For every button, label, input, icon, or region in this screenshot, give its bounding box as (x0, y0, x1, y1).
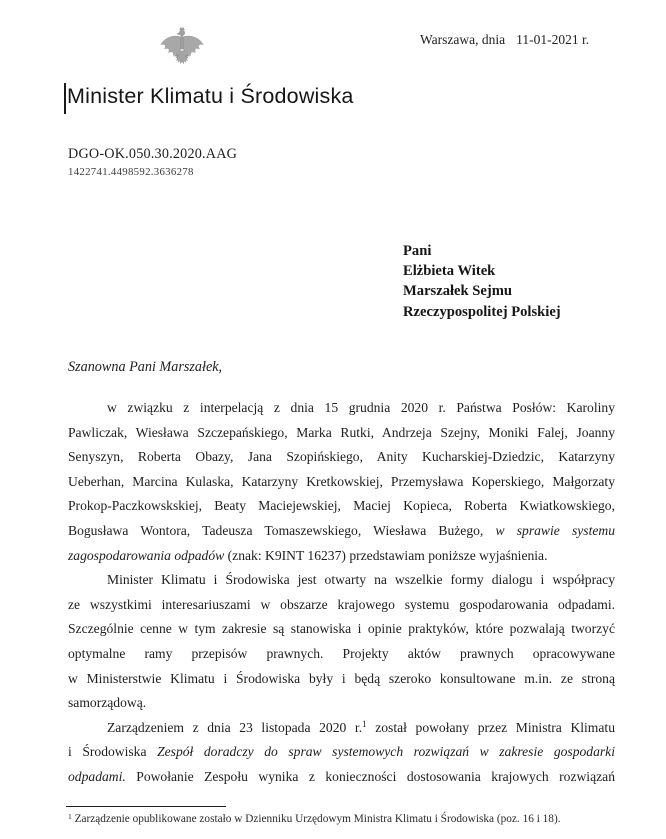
recipient-line: Rzeczypospolitej Polskiej (403, 303, 561, 320)
text-line (68, 740, 615, 765)
text-line (68, 519, 615, 544)
reference-number: DGO-OK.050.30.2020.AAG (68, 146, 238, 162)
text-run: (znak: K9INT 16237) przedstawiam poniższe wyjaśnienia. (224, 547, 548, 563)
text-line (68, 667, 615, 692)
text-line (68, 445, 615, 470)
polish-eagle-emblem-icon (156, 25, 208, 85)
text-run: w związku z interpelacją z dnia 15 grudnia 2020 r. Państwa Posłów: Karoliny (107, 400, 615, 415)
date-value: 11-01-2021 r. (516, 32, 590, 47)
text-run: zagospodarowania odpadów (68, 547, 225, 563)
paragraph (68, 568, 615, 716)
text-cursor (64, 83, 66, 114)
recipient-line: Pani (403, 243, 432, 259)
text-line (68, 421, 615, 446)
text-line (68, 568, 615, 593)
text-run: samorządową. (68, 695, 147, 711)
paragraph (68, 396, 615, 568)
text-line (68, 765, 615, 790)
text-run: Prokop-Paczkowskskiej, Beaty Maciejewskiej, Maciej Kopieca, Roberta Kwiatkowskiego, (68, 498, 615, 514)
text-run: Bogusława Wontora, Tadeusza Tomaszewskiego, Wiesława Bużego, (68, 522, 496, 538)
text-line (68, 617, 615, 642)
text-line (68, 494, 615, 519)
footnote-text: Zarządzenie opublikowane zostało w Dzienniku Urzędowym Ministra Klimatu i Środowiska (poz. 16 i 18). (74, 813, 561, 825)
place-label: Warszawa, dnia (420, 32, 506, 47)
text-run: Minister Klimatu i Środowiska jest otwarty na wszelkie formy dialogu i współpracy (107, 572, 615, 588)
salutation: Szanowna Pani Marszałek, (68, 359, 223, 375)
footnote-divider (66, 806, 226, 807)
text-run: Szczególnie cenne w tym zakresie są stanowiska i opinie praktyków, które pozwalają tworzyć (68, 621, 615, 637)
text-line (68, 691, 615, 716)
letter-body (68, 396, 615, 790)
text-run: w Ministerstwie Klimatu i Środowiska były i będą szeroko konsultowane m.in. ze stroną (68, 670, 615, 686)
text-run: Zespół doradczy do spraw systemowych rozwiązań w zakresie gospodarki (157, 744, 615, 760)
text-run: Powołanie Zespołu wynika z konieczności dostosowania krajowych rozwiązań (125, 768, 615, 784)
recipient-block (403, 241, 561, 322)
footnote-reference: 1 (362, 718, 367, 729)
text-run: Pawliczak, Wiesława Szczepańskiego, Marka Rutki, Andrzeja Szejny, Moniki Falej, Joanny (68, 424, 615, 440)
document-id-number: 1422741.4498592.3636278 (68, 166, 194, 178)
text-run: ze wszystkimi interesariuszami w obszarze krajowego systemu gospodarowania odpadami. (68, 596, 615, 612)
text-run: odpadami. (68, 768, 126, 784)
recipient-line: Marszałek Sejmu (403, 283, 513, 300)
recipient-line: Elżbieta Witek (403, 263, 496, 280)
text-line (68, 544, 615, 569)
text-run: optymalne ramy przepisów prawnych. Projekty aktów prawnych opracowywane (68, 645, 615, 661)
text-run: i Środowiska (68, 744, 158, 760)
place-and-date (420, 32, 589, 48)
text-line (68, 642, 615, 667)
footnote-marker: 1 (68, 812, 72, 821)
footnote (68, 812, 628, 826)
text-line (68, 716, 615, 741)
text-line (68, 593, 615, 618)
text-run: został powołany przez Ministra Klimatu (366, 719, 615, 735)
text-line (68, 470, 615, 495)
sender-title: Minister Klimatu i Środowiska (67, 84, 354, 108)
text-run: w sprawie systemu (495, 522, 615, 538)
text-run: Ueberhan, Marcina Kulaska, Katarzyny Kretkowskiej, Przemysława Koperskiego, Małgorzaty (68, 473, 615, 489)
paragraph (68, 716, 615, 790)
text-line (68, 396, 615, 421)
text-run: Zarządzeniem z dnia 23 listopada 2020 r. (107, 719, 363, 735)
text-run: Senyszyn, Roberta Obazy, Jana Szopińskiego, Anity Kucharskiej-Dziedzic, Katarzyny (68, 449, 615, 465)
